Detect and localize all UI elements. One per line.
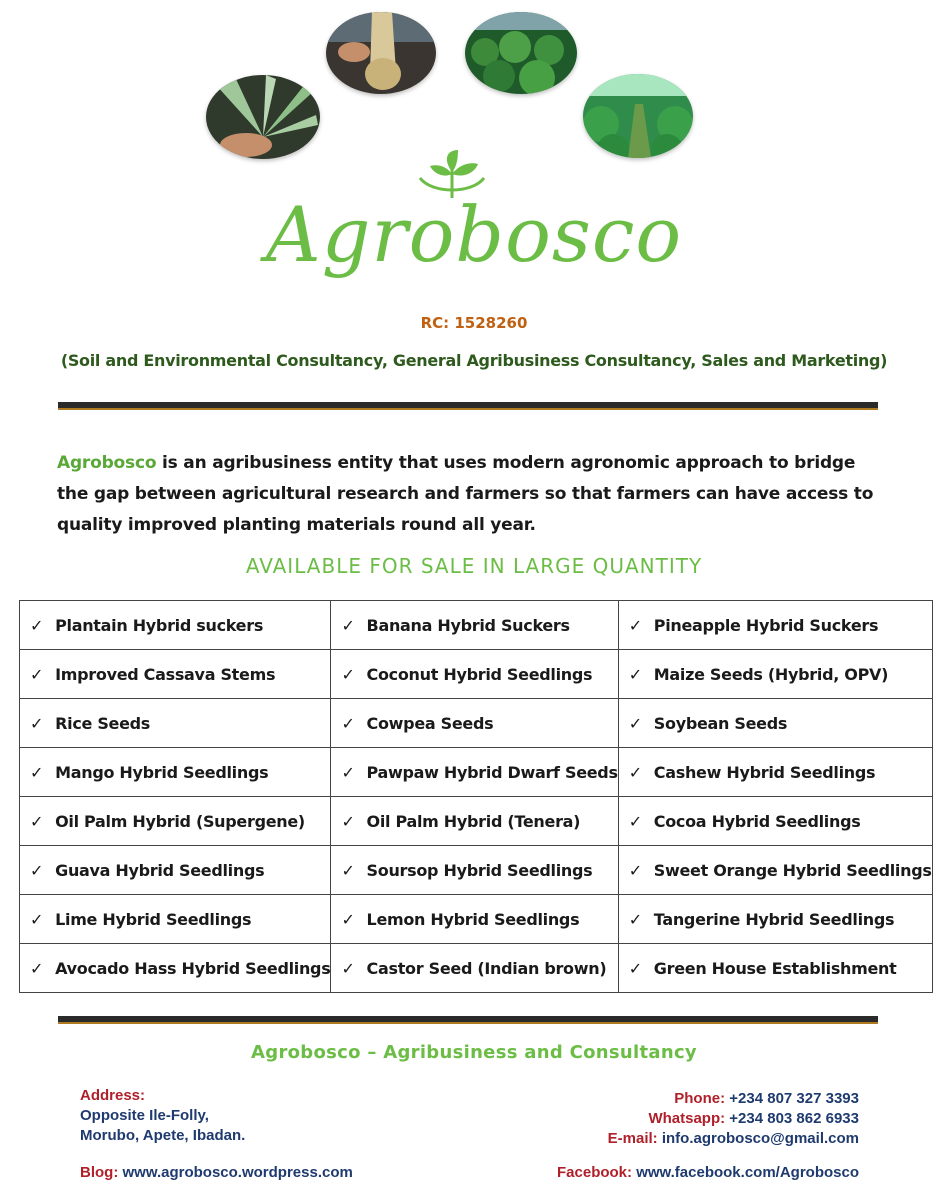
whatsapp-label: Whatsapp: [648, 1110, 726, 1127]
product-cell [618, 944, 932, 993]
check-icon: ✓ [30, 958, 44, 978]
product-name: Avocado Hass Hybrid Seedlings [55, 958, 331, 978]
product-name: Improved Cassava Stems [55, 664, 276, 684]
facebook-line [557, 1163, 859, 1183]
rc-number: RC: 1528260 [420, 314, 528, 332]
address-line: Morubo, Apete, Ibadan. [80, 1127, 246, 1144]
product-name: Lemon Hybrid Seedlings [366, 909, 580, 929]
phone-number[interactable]: +234 807 327 3393 [729, 1090, 859, 1107]
product-name: Pawpaw Hybrid Dwarf Seeds [366, 762, 618, 782]
product-cell [618, 797, 932, 846]
email-link[interactable]: info.agrobosco@gmail.com [661, 1130, 859, 1147]
check-icon: ✓ [341, 664, 355, 684]
product-name: Castor Seed (Indian brown) [366, 958, 607, 978]
product-cell [20, 650, 331, 699]
product-name: Soybean Seeds [653, 713, 788, 733]
products-table [19, 600, 933, 993]
product-name: Green House Establishment [653, 958, 897, 978]
intro-text: is an agribusiness entity that uses modern agronomic approach to bridge the gap between agricultural research and farmers so that farmers can have access to quality improved planting materials round all year. [57, 453, 874, 535]
check-icon: ✓ [341, 615, 355, 635]
check-icon: ✓ [628, 909, 642, 929]
contact-block [608, 1089, 859, 1149]
product-cell [331, 895, 618, 944]
address-block [80, 1086, 245, 1146]
check-icon: ✓ [30, 909, 44, 929]
product-cell [331, 748, 618, 797]
check-icon: ✓ [30, 860, 44, 880]
product-name: Cowpea Seeds [366, 713, 494, 733]
table-row [20, 748, 933, 797]
product-name: Tangerine Hybrid Seedlings [653, 909, 895, 929]
product-cell [618, 895, 932, 944]
check-icon: ✓ [628, 615, 642, 635]
product-cell [618, 650, 932, 699]
intro-paragraph [57, 448, 877, 541]
check-icon: ✓ [30, 615, 44, 635]
product-cell [331, 699, 618, 748]
check-icon: ✓ [30, 664, 44, 684]
product-name: Oil Palm Hybrid (Supergene) [55, 811, 305, 831]
check-icon: ✓ [341, 909, 355, 929]
check-icon: ✓ [341, 860, 355, 880]
check-icon: ✓ [30, 811, 44, 831]
facebook-link[interactable]: www.facebook.com/Agrobosco [636, 1164, 859, 1181]
whatsapp-number[interactable]: +234 803 862 6933 [729, 1110, 859, 1127]
product-cell [618, 699, 932, 748]
product-cell [618, 601, 932, 650]
phone-line [608, 1089, 859, 1109]
check-icon: ✓ [628, 762, 642, 782]
product-cell [20, 601, 331, 650]
header-divider [58, 402, 878, 410]
table-row [20, 944, 933, 993]
intro-brand-word: Agrobosco [57, 453, 157, 473]
product-cell [20, 846, 331, 895]
check-icon: ✓ [628, 713, 642, 733]
product-cell [20, 797, 331, 846]
address-line: Opposite Ile-Folly, [80, 1107, 209, 1124]
product-cell [331, 797, 618, 846]
table-row [20, 699, 933, 748]
product-cell [20, 699, 331, 748]
product-name: Guava Hybrid Seedlings [55, 860, 265, 880]
product-name: Pineapple Hybrid Suckers [653, 615, 879, 635]
brand-logo-text: Agrobosco [265, 190, 683, 279]
product-name: Banana Hybrid Suckers [366, 615, 570, 635]
blog-label: Blog: [80, 1164, 119, 1181]
product-name: Cashew Hybrid Seedlings [653, 762, 876, 782]
product-cell [618, 846, 932, 895]
footer-title: Agrobosco – Agribusiness and Consultancy [251, 1042, 697, 1063]
sale-heading: AVAILABLE FOR SALE IN LARGE QUANTITY [245, 554, 703, 578]
blog-link[interactable]: www.agrobosco.wordpress.com [122, 1164, 353, 1181]
product-cell [331, 650, 618, 699]
plantain-sucker-photo-icon [326, 12, 436, 94]
product-name: Oil Palm Hybrid (Tenera) [366, 811, 581, 831]
greenhouse-photo-icon [583, 74, 693, 158]
whatsapp-line [608, 1109, 859, 1129]
product-name: Mango Hybrid Seedlings [55, 762, 269, 782]
blog-line [80, 1163, 353, 1183]
product-cell [20, 895, 331, 944]
phone-label: Phone: [674, 1090, 726, 1107]
check-icon: ✓ [341, 713, 355, 733]
product-name: Maize Seeds (Hybrid, OPV) [653, 664, 889, 684]
product-name: Cocoa Hybrid Seedlings [653, 811, 861, 831]
product-name: Sweet Orange Hybrid Seedlings [653, 860, 932, 880]
pineapple-sucker-photo-icon [206, 75, 320, 159]
product-name: Plantain Hybrid suckers [55, 615, 264, 635]
product-cell [20, 748, 331, 797]
table-row [20, 895, 933, 944]
check-icon: ✓ [30, 713, 44, 733]
check-icon: ✓ [30, 762, 44, 782]
product-cell [331, 601, 618, 650]
email-line [608, 1129, 859, 1149]
product-name: Lime Hybrid Seedlings [55, 909, 252, 929]
nursery-seedlings-photo-icon [465, 12, 577, 94]
product-name: Soursop Hybrid Seedlings [366, 860, 593, 880]
tagline: (Soil and Environmental Consultancy, General Agribusiness Consultancy, Sales and Marketing) [60, 351, 888, 370]
product-name: Rice Seeds [55, 713, 151, 733]
email-label: E-mail: [607, 1130, 658, 1147]
facebook-label: Facebook: [557, 1164, 633, 1181]
product-cell [618, 748, 932, 797]
table-row [20, 846, 933, 895]
address-label: Address: [80, 1087, 146, 1104]
product-cell [331, 846, 618, 895]
table-row [20, 797, 933, 846]
check-icon: ✓ [628, 860, 642, 880]
product-cell [20, 944, 331, 993]
check-icon: ✓ [341, 811, 355, 831]
check-icon: ✓ [628, 664, 642, 684]
table-row [20, 650, 933, 699]
table-row [20, 601, 933, 650]
check-icon: ✓ [628, 958, 642, 978]
check-icon: ✓ [341, 958, 355, 978]
product-name: Coconut Hybrid Seedlings [366, 664, 593, 684]
product-cell [331, 944, 618, 993]
check-icon: ✓ [628, 811, 642, 831]
footer-divider [58, 1016, 878, 1024]
check-icon: ✓ [341, 762, 355, 782]
